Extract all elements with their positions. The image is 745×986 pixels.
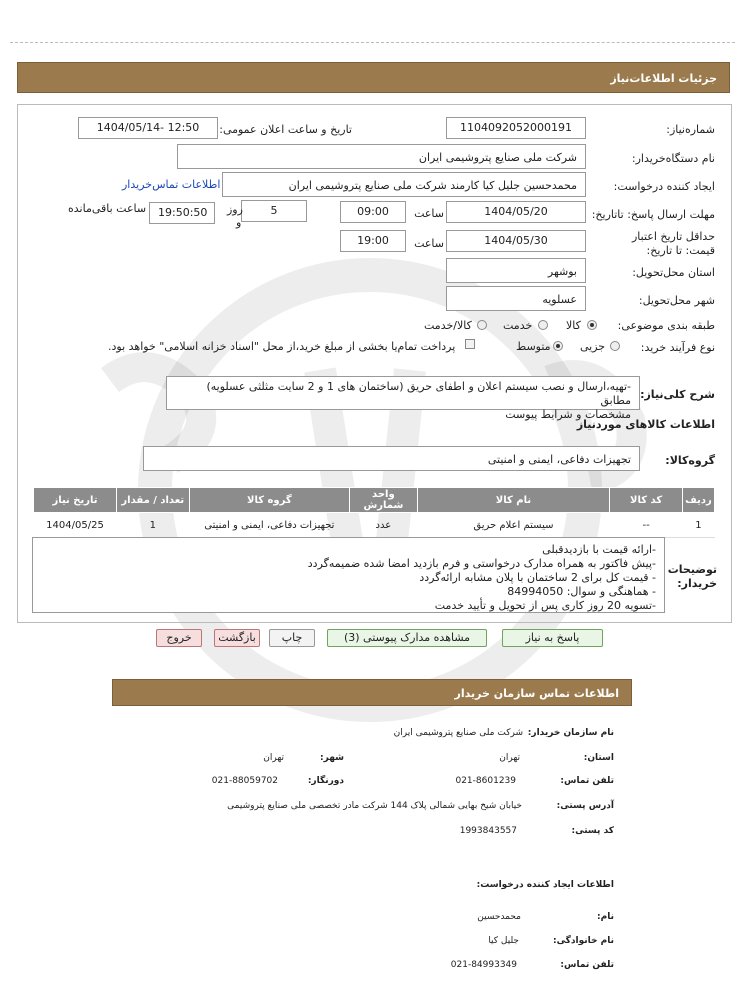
contact-phone-value: 021-8601239 (455, 776, 516, 786)
items-table (33, 487, 715, 538)
buyer-label: نام دستگاه‌خریدار: (631, 152, 715, 165)
announce-label: تاریخ و ساعت اعلان عمومی: (219, 123, 352, 136)
top-divider (10, 42, 735, 43)
deadline-time-field: 09:00 (340, 201, 406, 223)
process-label: نوع فرآیند خرید: (640, 341, 715, 354)
cell-code: -- (610, 513, 683, 538)
items-table-header (34, 488, 715, 513)
min-validity-label: حداقل تاریخ اعتبار قیمت: تا تاریخ: (631, 230, 715, 257)
reply-button[interactable]: پاسخ به نیاز (502, 629, 603, 647)
need-number-label: شماره‌نیاز: (666, 123, 715, 136)
org-label: نام سازمان خریدار: (527, 728, 614, 738)
description-line-1: -تهیه،ارسال و نصب سیستم اعلان و اطفای حریق (ساختمان های 1 و 2 سایت مثلثی عسلویه) مطابق (206, 380, 631, 407)
creator-label: ایجاد کننده درخواست: (613, 180, 715, 193)
description-box (166, 376, 640, 421)
creator-field: محمدحسین جلیل کیا کارمند شرکت ملی صنایع پتروشیمی ایران (222, 172, 586, 197)
org-value: شرکت ملی صنایع پتروشیمی ایران (393, 728, 523, 738)
goods-group-field: تجهیزات دفاعی، ایمنی و امنیتی (143, 446, 640, 471)
process-partial-label: جزیی (580, 340, 606, 353)
attachments-button[interactable]: مشاهده مدارک پیوستی (3) (327, 629, 487, 647)
col-date: تاریخ نیاز (34, 488, 117, 513)
deadline-date-field: 1404/05/20 (446, 201, 586, 223)
cell-name: سیستم اعلام حریق (417, 513, 610, 538)
contact-city-label: شهر: (320, 753, 344, 763)
remaining-time-field: 19:50:50 (149, 202, 215, 224)
buyer-notes-label: توضیحات خریدار: (667, 563, 717, 590)
contact-phone-label: تلفن تماس: (560, 776, 614, 786)
table-row (34, 513, 715, 538)
contact-fax-label: دورنگار: (307, 776, 344, 786)
details-header: جزئیات اطلاعات‌نیاز (17, 62, 730, 93)
buyer-note-line: - هماهنگی و سوال: 84994050 (507, 585, 656, 598)
category-service-radio[interactable] (538, 320, 548, 330)
payment-note: پرداخت تمام‌یا بخشی از مبلغ خرید،از محل "اسناد خزانه اسلامی" خواهد بود. (108, 340, 456, 353)
buyer-note-line: -پیش فاکتور به همراه مدارک درخواستی و فرم بازدید امضا شده ضمیمه‌گردد (307, 557, 656, 570)
creator-last-name-value: جلیل کیا (488, 936, 519, 946)
process-medium-label: متوسط (516, 340, 551, 353)
and-label: و (236, 216, 242, 229)
cell-date: 1404/05/25 (34, 513, 117, 538)
category-goods-label: کالا (566, 319, 581, 332)
buyer-note-line: - قیمت کل برای 2 ساختمان با پلان مشابه ارائه‌گردد (419, 571, 656, 584)
contact-postal-value: 1993843557 (459, 826, 517, 836)
deadline-time-label: ساعت (414, 207, 444, 220)
contact-address-label: آدرس پستی: (556, 801, 614, 811)
creator-phone-label: تلفن تماس: (560, 960, 614, 970)
process-medium-radio[interactable] (553, 341, 563, 351)
cell-qty: 1 (116, 513, 189, 538)
creator-phone-value: 021-84993349 (450, 960, 517, 970)
creator-last-name-label: نام خانوادگی: (552, 936, 614, 946)
creator-info-title: اطلاعات ایجاد کننده درخواست: (476, 880, 614, 890)
validity-time-field: 19:00 (340, 230, 406, 252)
city-label: شهر محل‌تحویل: (638, 294, 715, 307)
buyer-notes-box (32, 537, 665, 613)
goods-group-label: گروه‌کالا: (665, 454, 715, 467)
col-name: نام کالا (417, 488, 610, 513)
col-group: گروه کالا (189, 488, 350, 513)
buyer-note-line: -ارائه قیمت با بازدیدقبلی (542, 543, 656, 556)
back-button[interactable]: بازگشت (214, 629, 260, 647)
creator-first-name-value: محمدحسین (477, 912, 521, 922)
category-goods-radio[interactable] (587, 320, 597, 330)
need-number-field: 1104092052000191 (446, 117, 586, 139)
creator-first-name-label: نام: (597, 912, 614, 922)
contact-postal-label: کد پستی: (571, 826, 614, 836)
validity-time-label: ساعت (414, 237, 444, 250)
goods-info-title: اطلاعات کالاهای موردنیاز (576, 418, 715, 431)
cell-unit: عدد (350, 513, 417, 538)
payment-checkbox[interactable] (465, 339, 475, 349)
col-qty: تعداد / مقدار (116, 488, 189, 513)
description-label: شرح کلی‌نیاز: (640, 388, 715, 401)
announce-field: 1404/05/14- 12:50 (78, 117, 218, 139)
province-label: استان محل‌تحویل: (632, 266, 715, 279)
contact-fax-value: 021-88059702 (211, 776, 278, 786)
validity-date-field: 1404/05/30 (446, 230, 586, 252)
days-field: 5 (241, 200, 307, 222)
contact-province-label: استان: (583, 753, 614, 763)
contact-province-value: تهران (499, 753, 520, 763)
category-goods-service-radio[interactable] (477, 320, 487, 330)
buyer-field: شرکت ملی صنایع پتروشیمی ایران (177, 144, 586, 169)
category-goods-service-label: کالا/خدمت (424, 319, 472, 332)
buyer-contact-link[interactable]: اطلاعات تماس‌خریدار (122, 178, 221, 191)
cell-group: تجهیزات دفاعی، ایمنی و امنیتی (189, 513, 350, 538)
days-label: روز (227, 203, 243, 216)
province-field: بوشهر (446, 258, 586, 283)
deadline-label: مهلت ارسال پاسخ: تاتاریخ: (591, 208, 715, 221)
contact-address-value: خیابان شیخ بهایی شمالی پلاک 144 شرکت مادر تخصصی ملی صنایع پتروشیمی (227, 801, 522, 811)
exit-button[interactable]: خروج (156, 629, 202, 647)
buyer-note-line: -تسویه 20 روز کاری پس از تحویل و تأیید خدمت (434, 599, 656, 612)
category-service-label: خدمت (503, 319, 533, 332)
category-label: طبقه بندی موضوعی: (617, 319, 715, 332)
col-row: ردیف (682, 488, 714, 513)
cell-row: 1 (682, 513, 714, 538)
description-line-2: مشخصات و شرایط پیوست (505, 408, 631, 421)
process-partial-radio[interactable] (610, 341, 620, 351)
print-button[interactable]: چاپ (269, 629, 315, 647)
contact-city-value: تهران (263, 753, 284, 763)
contact-header: اطلاعات تماس سازمان خریدار (112, 679, 632, 706)
remaining-label: ساعت باقی‌مانده (68, 202, 147, 215)
city-field: عسلویه (446, 286, 586, 311)
col-code: کد کالا (610, 488, 683, 513)
col-unit: واحد شمارش (350, 488, 417, 513)
